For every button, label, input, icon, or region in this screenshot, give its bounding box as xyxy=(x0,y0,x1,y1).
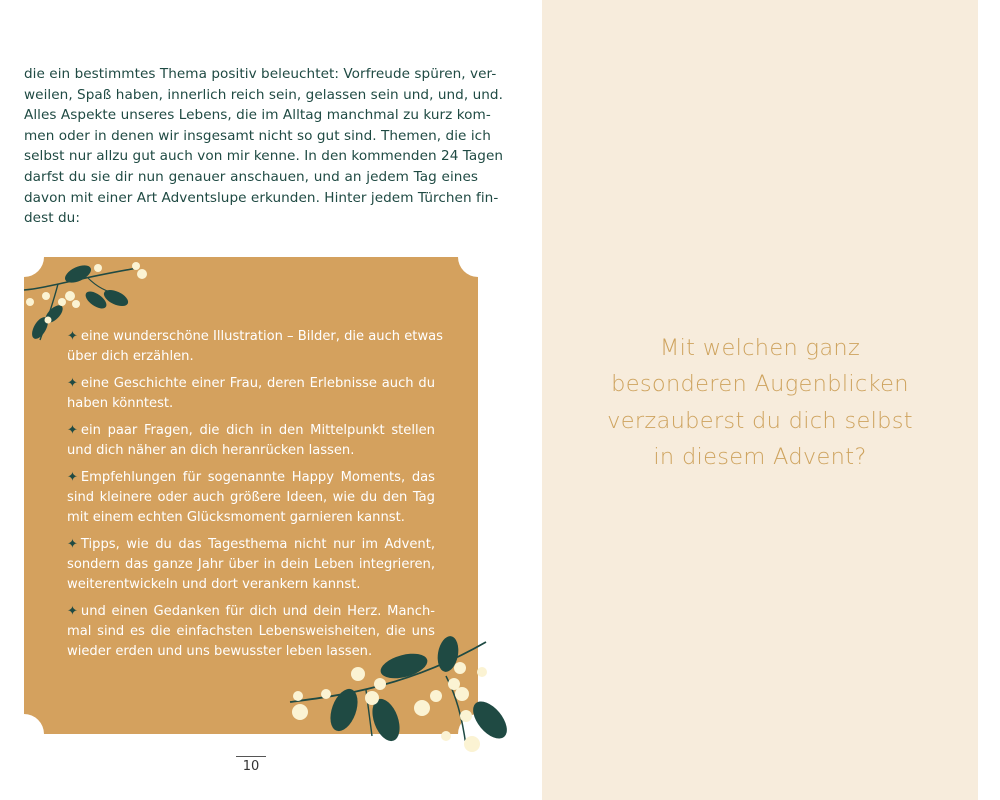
list-item xyxy=(67,535,435,596)
intro-line: weilen, Spaß haben, innerlich reich sein, gelassen sein und, und, und. xyxy=(24,86,503,103)
right-page xyxy=(542,0,978,800)
page-edge xyxy=(978,0,1000,800)
star-bullet-icon: ✦ xyxy=(67,375,78,391)
list-item-text: Tipps, wie du das Tagesthema nicht nur im Advent, xyxy=(80,536,435,552)
intro-line: darfst du sie dir nun genauer anschauen, und an jedem Tag eines xyxy=(24,168,478,185)
branch-bottom-right-icon xyxy=(286,636,512,756)
intro-line: selbst nur allzu gut auch von mir kenne. In den kommenden 24 Tagen xyxy=(24,148,504,165)
list-item xyxy=(67,468,435,529)
star-bullet-icon: ✦ xyxy=(67,329,78,344)
page-number: 10 xyxy=(236,756,266,774)
list-item-text: Empfehlungen für sogenannte Happy Moments, das xyxy=(80,469,435,485)
intro-line: dest du: xyxy=(24,210,80,227)
list-item-text: über dich erzählen. xyxy=(67,349,194,365)
intro-paragraph xyxy=(24,64,504,229)
feature-list xyxy=(67,327,443,669)
list-item-text: sind kleinere oder auch größere Ideen, wie du den Tag xyxy=(67,489,435,505)
question-line: besonderen Augenblicken xyxy=(611,371,909,398)
list-item-text: eine wunderschöne Illustration – Bilder, die auch etwas xyxy=(80,329,443,344)
star-bullet-icon: ✦ xyxy=(67,469,78,485)
list-item-text: eine Geschichte einer Frau, deren Erlebnisse auch du xyxy=(80,375,435,391)
list-item-text: sondern das ganze Jahr über in dein Leben integrieren, xyxy=(67,557,435,573)
list-item xyxy=(67,421,435,461)
branch-top-left-icon xyxy=(18,258,158,348)
intro-line: die ein bestimmtes Thema positiv beleuchtet: Vorfreude spüren, ver- xyxy=(24,66,497,82)
intro-line: men oder in denen wir insgesamt nicht so gut sind. Themen, die ich xyxy=(24,127,491,144)
intro-line: davon mit einer Art Adventslupe erkunden. Hinter jedem Türchen fin- xyxy=(24,189,499,206)
list-item-text: wieder erden und uns bewusster leben lassen. xyxy=(67,644,373,660)
list-item-text: haben könntest. xyxy=(67,396,174,412)
list-item-text: ein paar Fragen, die dich in den Mittelpunkt stellen xyxy=(80,422,435,438)
question-line: in diesem Advent? xyxy=(653,443,867,470)
list-item-text: weiterentwickeln und dort verankern kannst. xyxy=(67,577,361,593)
question-line: verzauberst du dich selbst xyxy=(607,407,913,434)
question-line: Mit welchen ganz xyxy=(659,335,861,361)
list-item xyxy=(67,374,435,414)
star-bullet-icon: ✦ xyxy=(67,536,78,552)
intro-line: Alles Aspekte unseres Lebens, die im Alltag manchmal zu kurz kom- xyxy=(24,107,491,124)
list-item-text: mal sind es die einfachsten Lebensweisheiten, die uns xyxy=(67,624,435,640)
star-bullet-icon: ✦ xyxy=(67,603,78,619)
question-text xyxy=(542,330,978,475)
list-item-text: mit einem echten Glücksmoment garnieren kannst. xyxy=(67,510,405,526)
star-bullet-icon: ✦ xyxy=(67,422,78,438)
list-item-text: und einen Gedanken für dich und dein Herz. Manch- xyxy=(80,603,435,619)
list-item-text: und dich näher an dich heranrücken lassen. xyxy=(67,443,355,459)
